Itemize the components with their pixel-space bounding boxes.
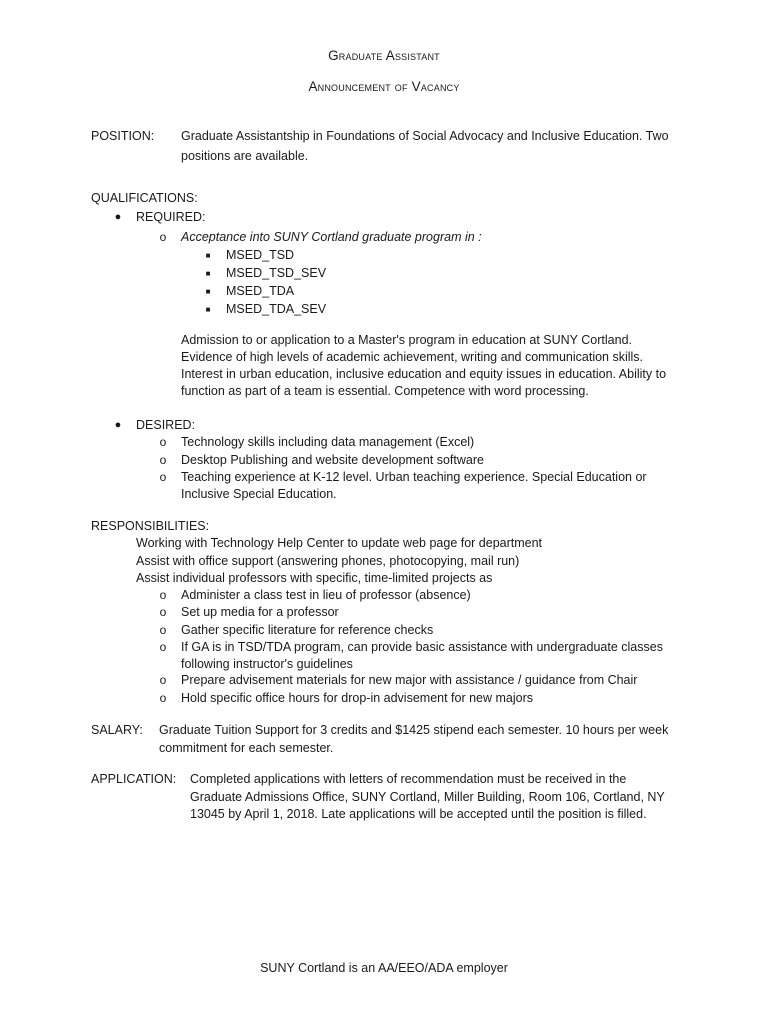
square-bullet-icon: ■ [205,305,211,314]
footer-statement: SUNY Cortland is an AA/EEO/ADA employer [260,961,508,975]
responsibility-line: Working with Technology Help Center to update web page for department [136,536,543,550]
responsibility-item: Hold specific office hours for drop-in advisement for new majors [181,691,534,705]
circle-bullet-icon: o [159,673,167,687]
square-bullet-icon: ■ [205,287,211,296]
program-item: MSED_TDA_SEV [226,302,327,316]
application-label: APPLICATION: [91,772,177,786]
required-lead: Acceptance into SUNY Cortland graduate program in : [181,230,482,244]
responsibility-item: Administer a class test in lieu of professor (absence) [181,588,471,602]
document-title: Graduate Assistant [328,48,440,63]
required-paragraph-line: Admission to or application to a Master's program in education at SUNY Cortland. [181,333,632,347]
required-label: REQUIRED: [136,210,206,224]
salary-label: SALARY: [91,723,143,737]
salary-text-line1: Graduate Tuition Support for 3 credits and $1425 stipend each semester. 10 hours per week [159,723,669,737]
circle-bullet-icon: o [159,230,167,244]
circle-bullet-icon: o [159,605,167,619]
required-paragraph-line: function as part of a team is essential. Competence with word processing. [181,384,589,398]
circle-bullet-icon: o [159,691,167,705]
desired-item: Desktop Publishing and website development software [181,453,484,467]
responsibility-item: If GA is in TSD/TDA program, can provide basic assistance with undergraduate classes [181,640,663,654]
position-text-line2: positions are available. [181,149,309,163]
qualifications-label: QUALIFICATIONS: [91,191,198,205]
responsibility-item-continuation: following instructor's guidelines [181,657,353,671]
square-bullet-icon: ■ [205,251,211,260]
program-item: MSED_TDA [226,284,295,298]
circle-bullet-icon: o [159,640,167,654]
application-text-line1: Completed applications with letters of recommendation must be received in the [190,772,627,786]
position-text-line1: Graduate Assistantship in Foundations of Social Advocacy and Inclusive Education. Two [181,129,669,143]
application-text-line2: Graduate Admissions Office, SUNY Cortland, Miller Building, Room 106, Cortland, NY [190,790,665,804]
square-bullet-icon: ■ [205,269,211,278]
disc-bullet-icon: ● [114,419,122,431]
desired-label: DESIRED: [136,418,196,432]
required-paragraph-line: Evidence of high levels of academic achievement, writing and communication skills. [181,350,644,364]
desired-item: Teaching experience at K-12 level. Urban teaching experience. Special Education or [181,470,647,484]
application-text-line3: 13045 by April 1, 2018. Late applications will be accepted until the position is filled. [190,807,647,821]
responsibility-line: Assist with office support (answering phones, photocopying, mail run) [136,554,520,568]
program-item: MSED_TSD_SEV [226,266,327,280]
responsibility-line: Assist individual professors with specific, time-limited projects as [136,571,493,585]
document-subtitle: Announcement of Vacancy [308,79,460,94]
desired-item-continuation: Inclusive Special Education. [181,487,337,501]
required-paragraph-line: Interest in urban education, inclusive education and equity issues in education. Ability to [181,367,667,381]
salary-text-line2: commitment for each semester. [159,741,334,755]
responsibility-item: Gather specific literature for reference checks [181,623,434,637]
circle-bullet-icon: o [159,453,167,467]
desired-item: Technology skills including data management (Excel) [181,435,475,449]
circle-bullet-icon: o [159,470,167,484]
disc-bullet-icon: ● [114,211,122,223]
circle-bullet-icon: o [159,435,167,449]
responsibility-item: Set up media for a professor [181,605,339,619]
circle-bullet-icon: o [159,588,167,602]
responsibility-item: Prepare advisement materials for new major with assistance / guidance from Chair [181,673,638,687]
position-label: POSITION: [91,129,155,143]
circle-bullet-icon: o [159,623,167,637]
responsibilities-label: RESPONSIBILITIES: [91,519,210,533]
program-item: MSED_TSD [226,248,295,262]
